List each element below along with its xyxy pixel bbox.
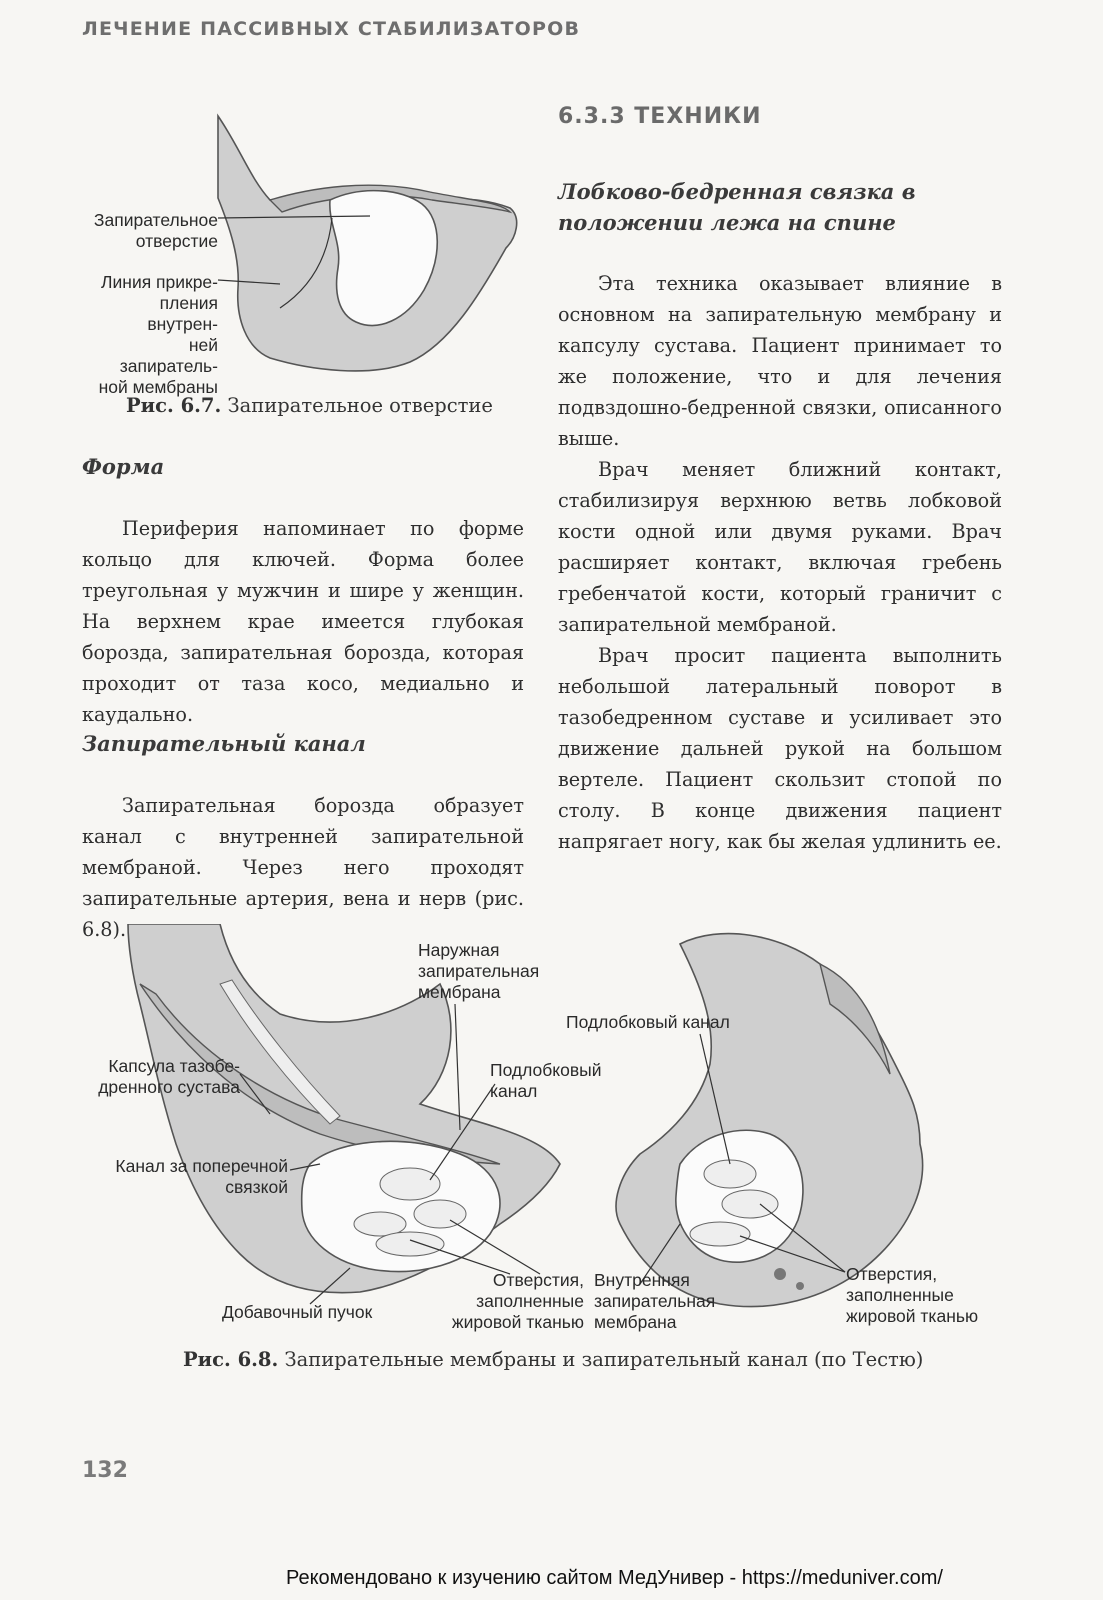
technique-paragraph: Эта техника оказывает влияние в основном на запирательную мембрану и капсулу сустава. Пациент принимает то же положение, что и для лечения подвздошно-бедренной связки, описанного выше. [558, 272, 1002, 450]
caption-number: Рис. 6.8. [183, 1348, 279, 1371]
fig68-label-transverse-canal: Канал за поперечной связкой [115, 1156, 288, 1197]
fig68-label-fat-openings-right: Отверстия, заполненные жировой тканью [846, 1264, 979, 1326]
heading-form: Форма [82, 454, 165, 479]
heading-technique: Лобково-бедренная связка в положении лежа на спине [558, 179, 916, 235]
caption-number: Рис. 6.7. [126, 394, 222, 417]
fig68-label-joint-capsule: Капсула тазобе- дренного сустава [98, 1056, 240, 1097]
figure-6-7-illustration [210, 108, 530, 388]
paragraph-form [82, 513, 524, 730]
figure-6-8-caption [183, 1348, 923, 1371]
paragraph-canal [82, 790, 524, 945]
running-header: ЛЕЧЕНИЕ ПАССИВНЫХ СТАБИЛИЗАТОРОВ [82, 18, 581, 40]
heading-obturator-canal: Запирательный канал [82, 731, 366, 756]
technique-paragraph: Врач меняет ближний контакт, стабилизируя верхнюю ветвь лобковой кости одной или двумя руками. Врач расширяет контакт, включая гребень гребенчатой кости, который граничит с запирательной мембраной. [558, 458, 1002, 636]
fig68-label-fat-openings-left: Отверстия, заполненные жировой тканью [451, 1270, 584, 1332]
caption-text: Запирательные мембраны и запирательный канал (по Тестю) [284, 1348, 924, 1371]
page-number: 132 [82, 1458, 128, 1483]
paragraph-canal-text: Запирательная борозда образует канал с внутренней запирательной мембраной. Через него проходят запирательные артерия, вена и нерв (рис. 6.8). [82, 794, 524, 941]
footer-note: Рекомендовано к изучению сайтом МедУнивер - https://meduniver.com/ [286, 1567, 943, 1589]
fig68-label-outer-membrane: Наружная запирательная мембрана [418, 940, 540, 1002]
technique-paragraph: Врач просит пациента выполнить небольшой латеральный поворот в тазобедренном суставе и усиливает это движение дальней рукой на большом вертеле. Пациент скользит стопой по столу. В конце движения пациент напрягает ногу, как бы желая удлинить ее. [558, 644, 1002, 853]
caption-text: Запирательное отверстие [227, 394, 493, 417]
paragraph-form-text: Периферия напоминает по форме кольцо для ключей. Форма более треугольная у мужчин и шире у женщин. На верхнем крае имеется глубокая борозда, запирательная борозда, которая проходит от таза косо, медиально и каудально. [82, 517, 524, 726]
fig68-label-accessory-bundle: Добавочный пучок [222, 1302, 373, 1322]
fig67-label-foramen: Запирательное отверстие [93, 210, 218, 251]
fig67-label-attachment-line: Линия прикре- пления внутрен- ней запиратель- ной мембраны [98, 272, 218, 397]
fig68-label-inner-membrane: Внутренняя запирательная мембрана [594, 1270, 716, 1332]
fig68-label-subpubic-canal-left: Подлобковый канал [490, 1060, 602, 1101]
fig68-label-subpubic-canal-right: Подлобковый канал [566, 1012, 730, 1032]
section-title: 6.3.3 ТЕХНИКИ [558, 104, 762, 129]
figure-6-7-caption [126, 394, 493, 417]
technique-text [558, 268, 1002, 857]
